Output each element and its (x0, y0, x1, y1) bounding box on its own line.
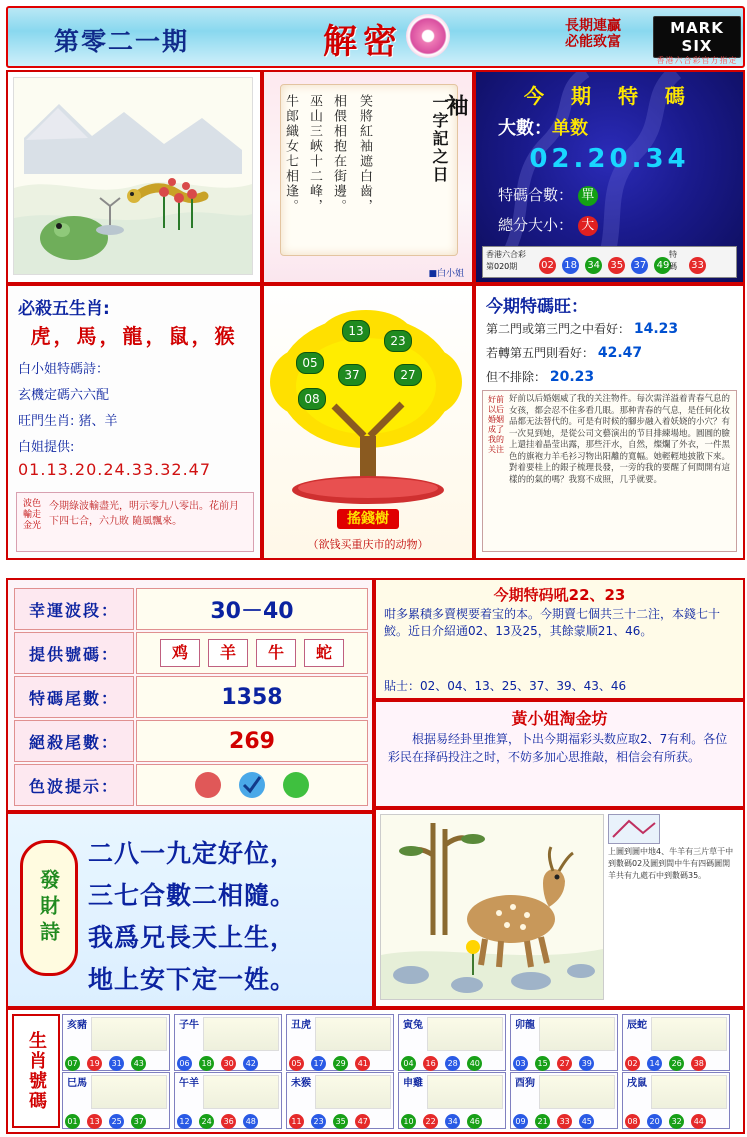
zodiac-chip: 鸡 (160, 639, 200, 667)
zodiac-number: 08 (625, 1114, 640, 1129)
zodiac-number: 09 (513, 1114, 528, 1129)
secret-picture-note: 上圖到圖中地4、牛羊有三片草干中到數碼02及圖到間中牛有四碼圖開羊共有九處石中到數碼35。 (608, 847, 734, 880)
zodiac-number: 11 (289, 1114, 304, 1129)
zodiac-cell (62, 1014, 170, 1071)
lottery-special-label: 特碼 (669, 250, 677, 271)
row-value: 1358 (136, 676, 368, 718)
zodiac-number: 43 (131, 1056, 146, 1071)
row-label: 色波提示： (14, 764, 134, 806)
zodiac-name: 午羊 (179, 1078, 199, 1089)
table-row (14, 676, 366, 716)
zodiac-number: 40 (467, 1056, 482, 1071)
hot-line-3: 但不排除： 20.23 (486, 369, 595, 385)
check-icon (239, 772, 265, 798)
illustration-panel (6, 70, 262, 284)
page-title: 解密 (323, 22, 403, 62)
sum-label: 特碼合數： (498, 186, 574, 204)
lottery-ball: 37 (631, 257, 648, 274)
fortune-badge-text: 發財詩 (36, 869, 61, 947)
zodiac-number: 26 (669, 1056, 684, 1071)
zodiac-cell (510, 1072, 618, 1129)
kill-zodiac-list: 虎，馬，龍，鼠，猴 (30, 324, 238, 348)
poem-keyword-wrap (443, 94, 468, 118)
zodiac-cell (286, 1014, 394, 1071)
slogan (543, 18, 643, 50)
hint-title: 今期特码吼22、23 (493, 586, 626, 604)
zodiac-number: 45 (579, 1114, 594, 1129)
special-title: 今 期 特 碼 (524, 84, 695, 108)
tree-number: 23 (384, 330, 412, 352)
sum-value: 單 (578, 186, 598, 206)
secret-picture-image (380, 814, 604, 1000)
size-label: 總分大小： (498, 216, 574, 234)
zodiac-number: 32 (669, 1114, 684, 1129)
zodiac-picture (203, 1017, 279, 1051)
zodiac-number: 03 (513, 1056, 528, 1071)
secret-picture-panel (374, 808, 745, 1008)
fortune-poem-panel (6, 812, 374, 1008)
zodiac-picture (315, 1017, 391, 1051)
zodiac-name: 卯龍 (515, 1020, 535, 1031)
story-tag: 好前 以后 婚姻 成了 我的 关注 (488, 395, 504, 454)
tree-caption: 搖錢樹 (337, 509, 399, 529)
zodiac-numbers (177, 1051, 279, 1068)
fortune-line-2: 三七合數二相隨。 (88, 881, 297, 910)
row-label: 絕殺尾數： (14, 720, 134, 762)
zodiac-cell (286, 1072, 394, 1129)
special-number-panel (474, 70, 745, 284)
tree-number: 27 (394, 364, 422, 386)
zodiac-number: 22 (423, 1114, 438, 1129)
lottery-ball: 35 (608, 257, 625, 274)
zodiac-numbers (401, 1051, 503, 1068)
zodiac-numbers (625, 1051, 727, 1068)
zodiac-number: 47 (355, 1114, 370, 1129)
tree-number: 37 (338, 364, 366, 386)
stamp-icon (609, 815, 659, 843)
flower-icon (406, 14, 450, 58)
fortune-line-4: 地上安下定一姓。 (88, 965, 297, 994)
row-value: 269 (136, 720, 368, 762)
zodiac-number: 16 (423, 1056, 438, 1071)
huang-body: 根据易经卦里推算，卜出今期福彩头数应取2、7有利。各位彩民在择码投注之时，不妨多加心思推敲，相信会有所获。 (388, 732, 728, 764)
lottery-balls (539, 253, 672, 274)
tree-number: 13 (342, 320, 370, 342)
table-row (14, 588, 366, 628)
zodiac-number: 14 (647, 1056, 662, 1071)
hint-panel (374, 578, 745, 700)
zodiac-numbers (289, 1051, 391, 1068)
zodiac-chart-title: 生肖號碼 (26, 1031, 47, 1111)
zodiac-number: 15 (535, 1056, 550, 1071)
zodiac-number: 29 (333, 1056, 348, 1071)
zodiac-number: 25 (109, 1114, 124, 1129)
zodiac-number: 21 (535, 1114, 550, 1129)
zodiac-number: 36 (221, 1114, 236, 1129)
lottery-special-ball: 33 (689, 257, 706, 274)
wave-color-note (16, 492, 254, 552)
hot-line-1: 第二門或第三門之中看好： 14.23 (486, 321, 679, 337)
size-value: 大 (578, 216, 598, 236)
big-value: 单数 (552, 118, 588, 139)
zodiac-picture (427, 1017, 503, 1051)
zodiac-number: 07 (65, 1056, 80, 1071)
zodiac-numbers (289, 1109, 391, 1126)
color-ball-green (283, 772, 309, 798)
zodiac-cell (510, 1014, 618, 1071)
poem-line-3: 巫山三峽十二峰， (307, 94, 322, 214)
zodiac-picture (651, 1017, 727, 1051)
poem-line-1: 笑將紅袖遮白齒， (357, 94, 372, 214)
fortune-line-1: 二八一九定好位， (88, 839, 297, 868)
zodiac-number: 33 (557, 1114, 572, 1129)
zodiac-number: 27 (557, 1056, 572, 1071)
predictions-table (6, 578, 374, 812)
zodiac-picture (315, 1075, 391, 1109)
story-text: 好前以后婚姻威了我的关注物件。每次需洋溢着青春气息的女孩，都会忍不住多看几眼。那种青春的气息，是任何化妆品都无法替代的。可是有时候的腳步融入着妖娆的小穴？有一次見到她，是從公司文藝演出的节目排練場地。圓圓的臉上還挂着晶莹出露，那些汗水，自然，燦爛了外衣，一件黑色的旗袍力羊毛衫习物出阳離的寬幅。她輕輕地披散下來。對着要桂上的銀子梳理長發，一旁的我的要醒了何間開有這樣的的氣的嗎？我寫不成照，几乎就要。 (509, 394, 731, 485)
tree-subcaption: （欲钱买重庆市的动物） (307, 538, 429, 551)
zodiac-name: 丑虎 (291, 1020, 311, 1031)
huang-title: 黃小姐淘金坊 (511, 709, 608, 728)
zodiac-name: 酉狗 (515, 1078, 535, 1089)
poem-line-2: 相偎相抱在街邊。 (331, 94, 346, 214)
hint-body: 咁多累積多賣楔要着宝的本。今期賣七個共三十二注，本錢七十鮫。近日介紹通02、13及25，其餘蒙顺21、46。 (384, 607, 721, 638)
fortune-line-3: 我爲兄長天上生， (88, 923, 297, 952)
table-row (14, 720, 366, 760)
zodiac-numbers (177, 1109, 279, 1126)
lottery-result-bar (482, 246, 737, 278)
tree-caption-wrap (264, 508, 472, 528)
kill-line-1: 白小姐特碼詩： (18, 362, 110, 377)
size-row (498, 214, 598, 236)
tree-number: 05 (296, 352, 324, 374)
wave-color-text: 今期綠波輸盡光，明示零九八零出。花前月下四七合，六九敗 隨風飄來。 (49, 501, 239, 527)
color-ball-blue (239, 772, 265, 798)
zodiac-numbers (513, 1109, 615, 1126)
lottery-special-wrap (689, 253, 707, 274)
zodiac-number: 02 (625, 1056, 640, 1071)
zodiac-chip: 羊 (208, 639, 248, 667)
zodiac-number: 35 (333, 1114, 348, 1129)
mark-six-logo (653, 16, 741, 65)
zodiac-chip: 蛇 (304, 639, 344, 667)
fortune-badge (20, 840, 78, 976)
hot-line-2: 若轉第五門則看好： 42.47 (486, 345, 643, 361)
zodiac-cell (622, 1014, 730, 1071)
hot-number-panel (474, 284, 745, 560)
big-label: 大數： (498, 118, 552, 139)
zodiac-number: 13 (87, 1114, 102, 1129)
hot-title: 今期特碼旺： (486, 297, 588, 317)
row-value (136, 632, 368, 674)
wave-color-tag: 波色 輸走 金光 (22, 499, 41, 531)
zodiac-numbers (625, 1109, 727, 1126)
zodiac-cell (174, 1072, 282, 1129)
money-tree-panel (262, 284, 474, 560)
poem-line-4: 牛郎織女七相逢。 (283, 94, 298, 214)
secret-picture-stamp (608, 814, 660, 844)
zodiac-name: 子牛 (179, 1020, 199, 1031)
tree-number: 08 (298, 388, 326, 410)
zodiac-number: 34 (445, 1114, 460, 1129)
issue-number: 第零二一期 (54, 27, 190, 56)
zodiac-numbers (513, 1051, 615, 1068)
zodiac-cell (174, 1014, 282, 1071)
landscape-illustration (14, 78, 252, 274)
sum-row (498, 184, 598, 206)
zodiac-picture (91, 1075, 167, 1109)
zodiac-name: 寅兔 (403, 1020, 423, 1031)
zodiac-name: 未猴 (291, 1078, 311, 1089)
lottery-ball: 02 (539, 257, 556, 274)
zodiac-number: 28 (445, 1056, 460, 1071)
zodiac-picture (539, 1075, 615, 1109)
zodiac-chart-title-box (12, 1014, 60, 1128)
zodiac-number: 06 (177, 1056, 192, 1071)
zodiac-cell (398, 1014, 506, 1071)
hint-extra: 貼士：02、04、13、25、37、39、43、46 (384, 679, 627, 693)
kill-line-3: 旺門生肖: 猪、羊 (18, 414, 118, 429)
zodiac-number: 46 (467, 1114, 482, 1129)
zodiac-picture (427, 1075, 503, 1109)
zodiac-number: 19 (87, 1056, 102, 1071)
story-block (482, 390, 737, 552)
color-ball-red (195, 772, 221, 798)
hot-num-2: 42.47 (597, 345, 643, 361)
kill-line-2: 玄機定碼六六配 (18, 388, 110, 403)
lottery-ball: 18 (562, 257, 579, 274)
row-label: 提供號碼： (14, 632, 134, 674)
zodiac-name: 辰蛇 (627, 1020, 647, 1031)
poem-title: 一字記之日 (430, 94, 449, 184)
zodiac-cell (62, 1072, 170, 1129)
special-numbers: 02.20.34 (529, 144, 690, 174)
huang-panel (374, 700, 745, 808)
poem-keyword: 袖 (443, 94, 468, 118)
lottery-label: 香港六合彩 第020期 (486, 250, 526, 271)
zodiac-chip: 牛 (256, 639, 296, 667)
row-label: 幸運波段： (14, 588, 134, 630)
table-row (14, 632, 366, 672)
zodiac-number: 44 (691, 1114, 706, 1129)
slogan-line2: 必能致富 (565, 34, 621, 50)
kill-title: 必殺五生肖: (18, 299, 110, 319)
table-row (14, 764, 366, 804)
hot-num-3: 20.23 (549, 369, 595, 385)
row-value: 30－40 (136, 588, 368, 630)
zodiac-name: 亥豬 (67, 1020, 87, 1031)
row-value (136, 764, 368, 806)
zodiac-cell (622, 1072, 730, 1129)
zodiac-picture (651, 1075, 727, 1109)
zodiac-number: 24 (199, 1114, 214, 1129)
zodiac-numbers (65, 1109, 167, 1126)
zodiac-number: 04 (401, 1056, 416, 1071)
zodiac-number-chart (6, 1008, 745, 1134)
mark-six-title: MARK SIX (670, 19, 724, 55)
zodiac-number: 42 (243, 1056, 258, 1071)
kill-line-4: 白姐提供: (18, 440, 75, 455)
zodiac-number: 39 (579, 1056, 594, 1071)
zodiac-number: 18 (199, 1056, 214, 1071)
mark-six-subtitle: 香港六合彩官方指定 (656, 56, 738, 65)
zodiac-picture (91, 1017, 167, 1051)
zodiac-number: 30 (221, 1056, 236, 1071)
zodiac-picture (203, 1075, 279, 1109)
zodiac-number: 12 (177, 1114, 192, 1129)
illustration-image (13, 77, 253, 275)
zodiac-picture (539, 1017, 615, 1051)
poem-panel (262, 70, 474, 284)
kill-zodiac-panel (6, 284, 262, 560)
slogan-line1: 長期連贏 (565, 18, 621, 34)
lottery-ball: 34 (585, 257, 602, 274)
zodiac-numbers (401, 1109, 503, 1126)
zodiac-number: 05 (289, 1056, 304, 1071)
lottery-ball: 49 (654, 257, 671, 274)
row-label: 特碼尾數： (14, 676, 134, 718)
hot-num-1: 14.23 (633, 321, 679, 337)
poem-signature: ■白小姐 (428, 269, 464, 279)
zodiac-number: 23 (311, 1114, 326, 1129)
deer-illustration (381, 815, 603, 999)
zodiac-number: 41 (355, 1056, 370, 1071)
zodiac-number: 17 (311, 1056, 326, 1071)
page-header (6, 6, 745, 68)
zodiac-name: 申雞 (403, 1078, 423, 1089)
zodiac-number: 01 (65, 1114, 80, 1129)
zodiac-number: 38 (691, 1056, 706, 1071)
zodiac-number: 10 (401, 1114, 416, 1129)
zodiac-number: 48 (243, 1114, 258, 1129)
zodiac-name: 戌鼠 (627, 1078, 647, 1089)
zodiac-number: 37 (131, 1114, 146, 1129)
zodiac-numbers (65, 1051, 167, 1068)
zodiac-name: 巳馬 (67, 1078, 87, 1089)
zodiac-cell (398, 1072, 506, 1129)
kill-numbers: 01.13.20.24.33.32.47 (18, 460, 212, 479)
zodiac-number: 20 (647, 1114, 662, 1129)
big-small-row (498, 114, 588, 140)
zodiac-number: 31 (109, 1056, 124, 1071)
